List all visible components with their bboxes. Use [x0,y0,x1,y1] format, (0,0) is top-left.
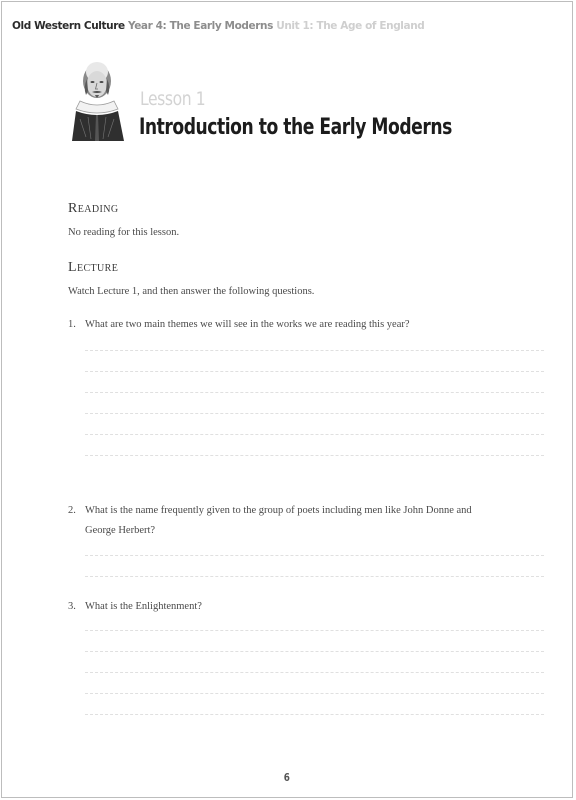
lesson-number: Lesson 1 [140,88,206,110]
answer-line[interactable] [85,413,544,414]
answer-line[interactable] [85,576,544,577]
page-number: 6 [283,771,290,784]
answer-line[interactable] [85,371,544,372]
shakespeare-portrait-illustration [66,57,128,141]
running-head [12,20,424,32]
answer-line[interactable] [85,392,544,393]
question-2 [68,501,548,541]
answer-line[interactable] [85,693,544,694]
question-text-continued: George Herbert? [85,525,156,536]
reading-text: No reading for this lesson. [68,227,180,238]
question-number: 1. [68,319,76,330]
running-head-unit: Unit 1: The Age of England [276,20,425,32]
running-head-year: Year 4: The Early Moderns [127,20,273,32]
answer-line[interactable] [85,555,544,556]
reading-heading: Reading [68,201,119,216]
lecture-heading: Lecture [68,260,119,275]
lecture-text: Watch Lecture 1, and then answer the following questions. [68,286,315,297]
answer-line[interactable] [85,434,544,435]
answer-line[interactable] [85,714,544,715]
question-number: 2. [68,505,76,516]
question-3 [68,597,548,617]
answer-line[interactable] [85,672,544,673]
running-head-series: Old Western Culture [12,20,125,32]
answer-line[interactable] [85,630,544,631]
question-text: What is the Enlightenment? [85,601,202,612]
lesson-title: Introduction to the Early Moderns [139,115,452,140]
answer-line[interactable] [85,455,544,456]
answer-line[interactable] [85,350,544,351]
answer-line[interactable] [85,651,544,652]
question-text: What are two main themes we will see in the works we are reading this year? [85,319,410,330]
question-1 [68,315,548,335]
question-number: 3. [68,601,76,612]
question-text: What is the name frequently given to the group of poets including men like John Donne and [85,505,472,516]
